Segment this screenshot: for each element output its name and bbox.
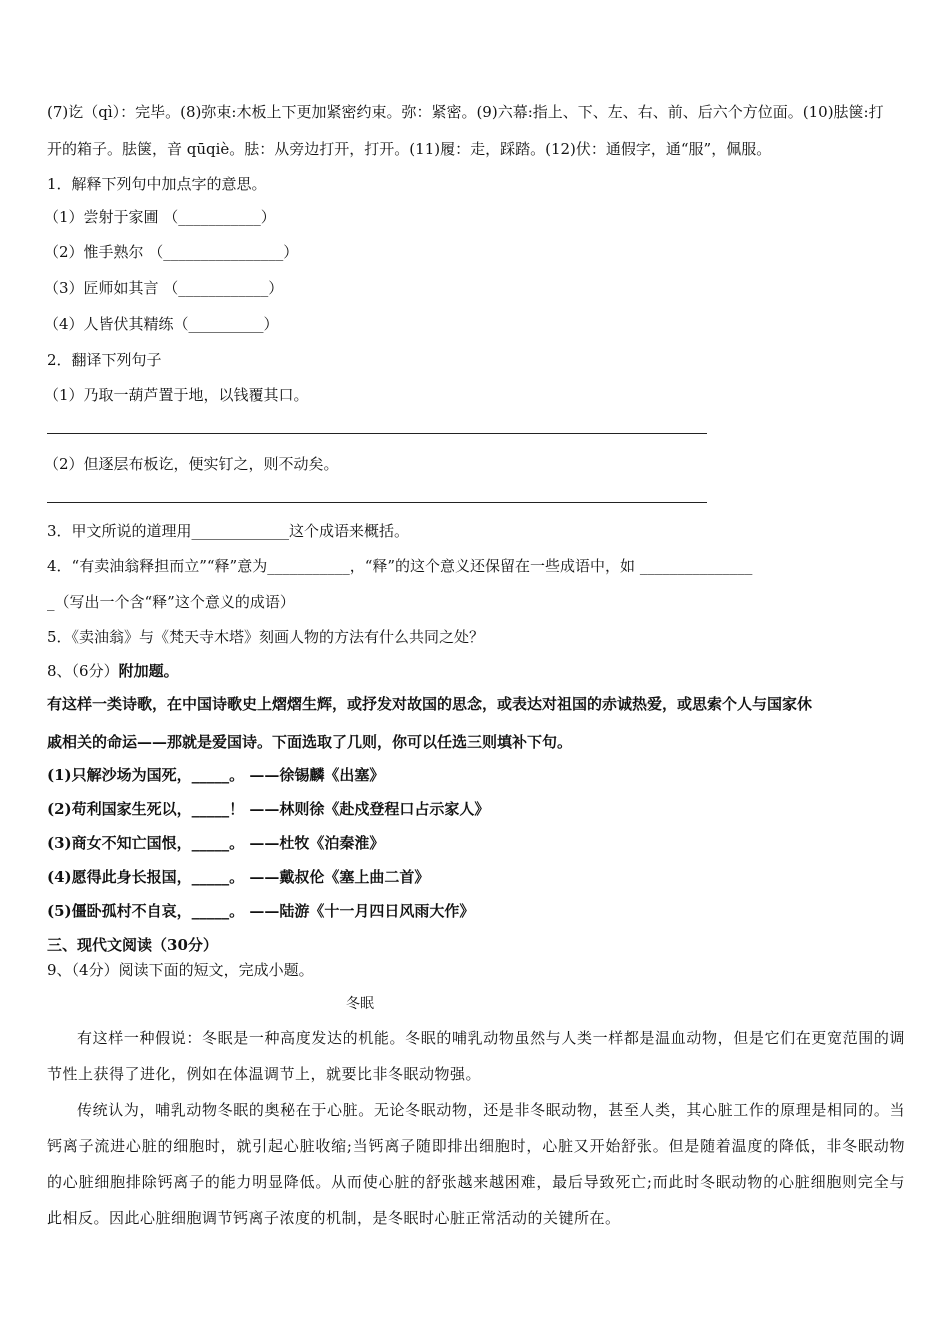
question-1-item: （3）匠师如其言 （____________） [44, 279, 284, 297]
question-2-item: （1）乃取一葫芦置于地，以钱覆其口。 [44, 386, 309, 404]
poem-item: (4)愿得此身长报国，_____。 ——戴叔伦《塞上曲二首》 [47, 868, 430, 886]
question-5: 5．《卖油翁》与《梵天寺木塔》刻画人物的方法有什么共同之处？ [47, 628, 485, 646]
poem-item: (2)苟利国家生死以，_____！ ——林则徐《赴戍登程口占示家人》 [47, 800, 490, 818]
article-body [47, 1020, 905, 1236]
article-title: 冬眠 [346, 996, 374, 1012]
poem-item: (1)只解沙场为国死，_____。 ——徐锡麟《出塞》 [47, 766, 385, 784]
question-1-item: （2）惟手熟尔 （________________） [44, 243, 299, 261]
question-1-item: （1）尝射于家圃 （___________） [44, 208, 276, 226]
question-1-item: （4）人皆伏其精练（__________） [44, 315, 279, 333]
question-8-title: 附加题。 [118, 662, 179, 680]
question-2-item: （2）但逐层布板讫，便实钉之，则不动矣。 [44, 455, 339, 473]
question-9-stem: 9、（4分）阅读下面的短文，完成小题。 [47, 961, 314, 979]
article-paragraph: 有这样一种假说：冬眠是一种高度发达的机能。冬眠的哺乳动物虽然与人类一样都是温血动物，但是它们在更宽范围的调节性上获得了进化，例如在体温调节上，就要比非冬眠动物强。 [47, 1029, 905, 1083]
question-4-line-2: _（写出一个含“释”这个意义的成语） [47, 593, 295, 611]
notes-line-1: (7)讫（qì）：完毕。(8)弥束:木板上下更加紧密约束。弥：紧密。(9)六幕:指上、下、左、右、前、后六个方位面。(10)胠箧:打 [47, 103, 884, 121]
answer-line [47, 502, 707, 503]
question-4-line-1: 4．“有卖油翁释担而立”“释”意为___________，“释”的这个意义还保留在一些成语中，如 _______________ [47, 557, 753, 575]
answer-line [47, 433, 707, 434]
question-1-stem: 1．解释下列句中加点字的意思。 [47, 175, 267, 193]
poem-item: (3)商女不知亡国恨，_____。 ——杜牧《泊秦淮》 [47, 834, 385, 852]
notes-line-2: 开的箱子。胠箧，音 qūqiè。胠：从旁边打开，打开。(11)履：走，踩踏。(12)伏：通假字，通“服”，佩服。 [47, 140, 772, 158]
question-8-intro-line-1: 有这样一类诗歌，在中国诗歌史上熠熠生辉，或抒发对故国的思念，或表达对祖国的赤诚热爱，或思索个人与国家休 [47, 695, 813, 713]
question-8-heading [47, 661, 907, 681]
question-3: 3．甲文所说的道理用_____________这个成语来概括。 [47, 522, 410, 540]
question-8-intro-line-2: 戚相关的命运——那就是爱国诗。下面选取了几则，你可以任选三则填补下句。 [47, 733, 573, 751]
poem-item: (5)僵卧孤村不自哀，_____。 ——陆游《十一月四日风雨大作》 [47, 902, 475, 920]
question-2-stem: 2．翻译下列句子 [47, 351, 162, 369]
question-8-score: 8、（6分） [47, 662, 119, 680]
section-heading: 三、现代文阅读（30分） [47, 936, 218, 954]
article-paragraph: 传统认为，哺乳动物冬眠的奥秘在于心脏。无论冬眠动物，还是非冬眠动物，甚至人类，其心脏工作的原理是相同的。当钙离子流进心脏的细胞时，就引起心脏收缩;当钙离子随即排出细胞时，心脏又开始舒张。但是随着温度的降低，非冬眠动物的心脏细胞排除钙离子的能力明显降低。从而使心脏的舒张越来越困难，最后导致死亡;而此时冬眠动物的心脏细胞则完全与此相反。因此心脏细胞调节钙离子浓度的机制，是冬眠时心脏正常活动的关键所在。 [47, 1101, 905, 1227]
